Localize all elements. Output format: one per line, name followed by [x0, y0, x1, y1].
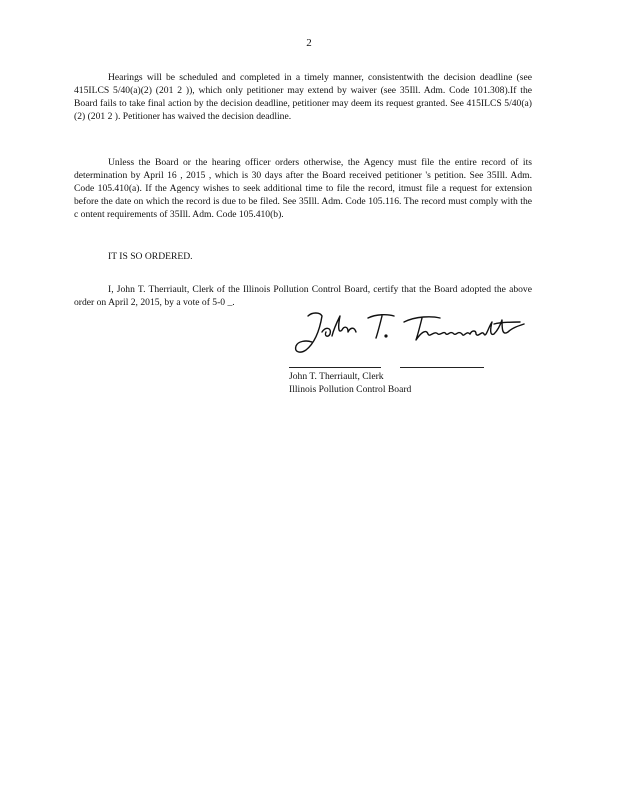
- paragraph-so-ordered: IT IS SO ORDERED.: [108, 251, 193, 262]
- signature-block: [289, 370, 411, 396]
- signer-title: Illinois Pollution Control Board: [289, 384, 412, 395]
- signature-rule-left: [289, 367, 381, 368]
- handwritten-signature: [286, 308, 526, 358]
- paragraph-record-filing: Unless the Board or the hearing officer orders otherwise, the Agency must file the entire record of its determination by April 16 , 2015 , which is 30 days after the Board received petitioner 's petition. See 35Ill. Adm. Code 105.410(a). If the Agency wishes to seek additional time to file the record, itmust file a request for extension before the date on which the record is due to be filed. See 35Ill. Adm. Code 105.116. The record must comply with the c ontent requirements of 35Ill. Adm. Code 105.410(b).: [74, 157, 532, 220]
- signature-rule-right: [400, 367, 484, 368]
- page-number: 2: [306, 37, 312, 49]
- paragraph-hearings: Hearings will be scheduled and completed in a timely manner, consistentwith the decision deadline (see 415ILCS 5/40(a)(2) (201 2 )), which only petitioner may extend by waiver (see 35Ill. Adm. Code 101.308).If the Board fails to take final action by the decision deadline, petitioner may deem its request granted. See 415ILCS 5/40(a)(2) (201 2 ). Petitioner has waived the decision deadline.: [74, 72, 532, 122]
- signer-name: John T. Therriault, Clerk: [289, 371, 384, 382]
- paragraph-certification: I, John T. Therriault, Clerk of the Illinois Pollution Control Board, certify that the Board adopted the above order on April 2, 2015, by a vote of 5-0 _.: [74, 284, 532, 308]
